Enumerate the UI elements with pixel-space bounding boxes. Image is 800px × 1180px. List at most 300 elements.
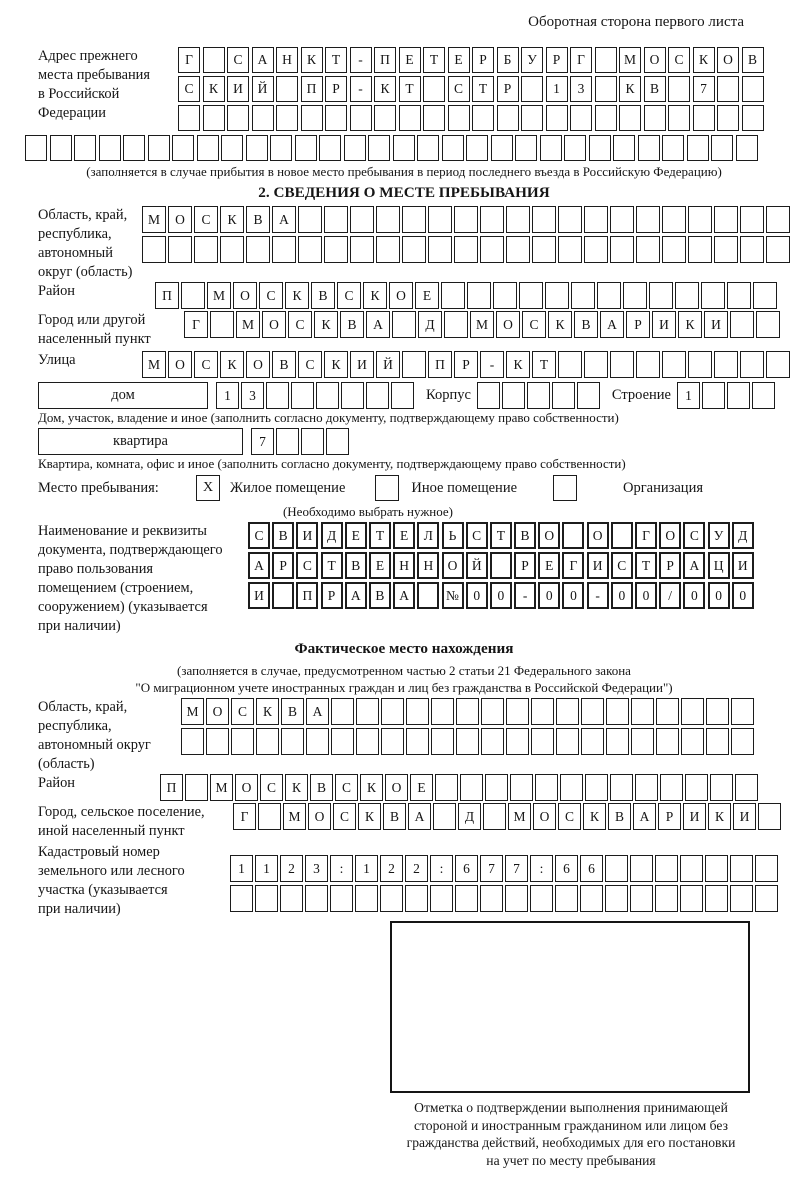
text-line: Адрес прежнего [38, 48, 138, 64]
char-box: Г [233, 803, 256, 830]
char-box: А [683, 552, 705, 579]
char-box [530, 885, 553, 912]
char-box [510, 774, 533, 801]
char-box [506, 236, 530, 263]
char-box: 6 [580, 855, 603, 882]
char-box: М [142, 351, 166, 378]
text-line: Отметка о подтверждении выполнения принимающей [414, 1100, 728, 1115]
char-box [584, 206, 608, 233]
char-box: - [350, 76, 372, 102]
prev-address-row-4 [25, 135, 770, 161]
document-field [38, 522, 770, 636]
char-box: 1 [355, 855, 378, 882]
char-box [681, 698, 704, 725]
char-box [454, 206, 478, 233]
region-rows [142, 206, 790, 266]
char-box [485, 774, 508, 801]
char-box [381, 698, 404, 725]
char-box [717, 105, 739, 131]
char-box: О [587, 522, 609, 549]
street-label: Улица [38, 352, 76, 368]
stay-type-note: (Необходимо выбрать нужное) [282, 504, 454, 519]
actual-district-field [38, 774, 770, 801]
char-box [505, 885, 528, 912]
char-box [595, 76, 617, 102]
char-box: И [704, 311, 728, 338]
char-box [491, 135, 513, 161]
char-box: О [717, 47, 739, 73]
char-box [564, 135, 586, 161]
char-box [221, 135, 243, 161]
house-label: дом [111, 387, 135, 403]
cadastral-row-2 [230, 885, 778, 912]
char-box [380, 885, 403, 912]
char-box [428, 206, 452, 233]
char-box [325, 105, 347, 131]
char-box [611, 522, 633, 549]
char-box: Р [325, 76, 347, 102]
char-box: Г [570, 47, 592, 73]
char-box [402, 236, 426, 263]
char-box [730, 311, 754, 338]
confirmation-block [38, 921, 770, 1169]
text-line: участка (указывается [38, 882, 168, 898]
char-box [740, 236, 764, 263]
text-line: на учет по месту пребывания [486, 1152, 656, 1168]
char-box [705, 885, 728, 912]
cadastral-field [38, 843, 770, 919]
char-box: К [324, 351, 348, 378]
char-box [635, 774, 658, 801]
char-box: Р [321, 582, 343, 609]
char-box [755, 855, 778, 882]
char-box: В [281, 698, 304, 725]
text-line: сооружением) (указывается [38, 599, 208, 615]
char-box: Р [658, 803, 681, 830]
char-box [623, 282, 647, 309]
actual-city-label [38, 803, 233, 841]
char-box: Д [458, 803, 481, 830]
char-box: М [508, 803, 531, 830]
char-box: Е [393, 522, 415, 549]
char-box: Н [417, 552, 439, 579]
char-box [493, 282, 517, 309]
char-box: 6 [555, 855, 578, 882]
text-line: "О миграционном учете иностранных граждан и лиц без гражданства в Российской Федерации") [135, 680, 673, 695]
char-box [142, 236, 166, 263]
char-box [480, 206, 504, 233]
char-box: 1 [216, 382, 239, 409]
text-line: Кадастровый номер [38, 844, 160, 860]
char-box: Т [635, 552, 657, 579]
char-box [766, 351, 790, 378]
char-box: К [678, 311, 702, 338]
char-box: 0 [732, 582, 754, 609]
char-box: Д [418, 311, 442, 338]
char-box [584, 236, 608, 263]
char-box [506, 698, 529, 725]
char-box: К [220, 206, 244, 233]
prev-address-field [38, 47, 770, 134]
char-box: К [363, 282, 387, 309]
char-box [430, 885, 453, 912]
char-box [560, 774, 583, 801]
char-box: А [633, 803, 656, 830]
char-box [595, 47, 617, 73]
char-box: С [683, 522, 705, 549]
char-box [660, 774, 683, 801]
char-box: В [272, 351, 296, 378]
char-box: Р [454, 351, 478, 378]
char-box [423, 76, 445, 102]
char-box: В [514, 522, 536, 549]
char-box: В [340, 311, 364, 338]
char-box: К [374, 76, 396, 102]
char-box [532, 206, 556, 233]
char-box: Н [276, 47, 298, 73]
char-box [638, 135, 660, 161]
district-row [155, 282, 777, 309]
char-box: И [248, 582, 270, 609]
char-box [298, 206, 322, 233]
char-box [558, 206, 582, 233]
char-box [655, 885, 678, 912]
char-box [74, 135, 96, 161]
char-box [714, 206, 738, 233]
char-box: О [385, 774, 408, 801]
char-box [710, 774, 733, 801]
char-box: Т [490, 522, 512, 549]
char-box: В [345, 552, 367, 579]
char-box: 7 [251, 428, 274, 455]
region-label [38, 206, 142, 282]
char-box: К [358, 803, 381, 830]
char-box [428, 236, 452, 263]
char-box [454, 236, 478, 263]
text-line: (заполняется в случае, предусмотренном частью 2 статьи 21 Федерального закона [177, 663, 631, 678]
char-box [662, 236, 686, 263]
char-box [753, 282, 777, 309]
char-box: К [506, 351, 530, 378]
actual-region-row-1 [181, 698, 754, 725]
char-box: О [659, 522, 681, 549]
actual-city-field [38, 803, 770, 841]
char-box [350, 206, 374, 233]
stay-type-label: Место пребывания: [38, 479, 159, 496]
char-box [252, 105, 274, 131]
char-box [558, 236, 582, 263]
char-box: 0 [611, 582, 633, 609]
page-corner-note: Оборотная сторона первого листа [528, 14, 744, 30]
char-box: - [480, 351, 504, 378]
char-box [406, 698, 429, 725]
text-line: земельного или лесного [38, 863, 185, 879]
char-box: 1 [677, 382, 700, 409]
city-label [38, 311, 184, 349]
char-box: Й [252, 76, 274, 102]
char-box [402, 206, 426, 233]
actual-location-note [38, 662, 770, 696]
char-box [532, 236, 556, 263]
district-label: Район [38, 283, 75, 299]
text-line: при наличии) [38, 901, 121, 917]
char-box: С [260, 774, 283, 801]
char-box: 7 [693, 76, 715, 102]
char-box [376, 236, 400, 263]
char-box [731, 698, 754, 725]
char-box: В [272, 522, 294, 549]
char-box [456, 728, 479, 755]
char-box: Е [448, 47, 470, 73]
char-box [571, 282, 595, 309]
char-box: 0 [490, 582, 512, 609]
char-box [581, 728, 604, 755]
char-box [766, 206, 790, 233]
char-box [687, 135, 709, 161]
char-box [341, 382, 364, 409]
char-box [276, 76, 298, 102]
char-box [344, 135, 366, 161]
char-box [711, 135, 733, 161]
char-box [417, 582, 439, 609]
char-box [758, 803, 781, 830]
char-box [483, 803, 506, 830]
char-box [742, 105, 764, 131]
char-box: Р [626, 311, 650, 338]
char-box [330, 885, 353, 912]
char-box: М [236, 311, 260, 338]
char-box: А [248, 552, 270, 579]
char-box: Р [659, 552, 681, 579]
confirmation-stamp-box [390, 921, 750, 1093]
char-box [656, 698, 679, 725]
document-label [38, 522, 248, 636]
document-row-1 [248, 522, 754, 549]
char-box [727, 282, 751, 309]
char-box: О [308, 803, 331, 830]
char-box [210, 311, 234, 338]
char-box [123, 135, 145, 161]
char-box [531, 698, 554, 725]
char-box [662, 351, 686, 378]
char-box [630, 855, 653, 882]
char-box [442, 135, 464, 161]
text-line: документа, подтверждающего [38, 542, 223, 558]
text-line: места пребывания [38, 67, 150, 83]
city-field [38, 311, 770, 349]
char-box [441, 282, 465, 309]
char-box: О [168, 206, 192, 233]
char-box: И [732, 552, 754, 579]
char-box: К [220, 351, 244, 378]
char-box [540, 135, 562, 161]
char-box [714, 351, 738, 378]
char-box: К [360, 774, 383, 801]
char-box [456, 698, 479, 725]
char-box [185, 774, 208, 801]
char-box: В [383, 803, 406, 830]
cadastral-rows [230, 855, 778, 915]
char-box [331, 698, 354, 725]
char-box [480, 236, 504, 263]
char-box: О [533, 803, 556, 830]
char-box [521, 105, 543, 131]
char-box: А [366, 311, 390, 338]
char-box [99, 135, 121, 161]
option-label-other: Иное помещение [411, 479, 518, 496]
text-line: право пользования [38, 561, 154, 577]
char-box [595, 105, 617, 131]
char-box: 2 [405, 855, 428, 882]
region-row-2 [142, 236, 790, 263]
prev-address-label [38, 47, 178, 123]
char-box: Е [399, 47, 421, 73]
text-line: республика, [38, 226, 112, 242]
char-box [610, 206, 634, 233]
char-box: С [611, 552, 633, 579]
char-box: К [256, 698, 279, 725]
char-box [270, 135, 292, 161]
char-box: О [233, 282, 257, 309]
char-box [272, 582, 294, 609]
char-box [497, 105, 519, 131]
char-box: М [142, 206, 166, 233]
prev-address-row-3 [178, 105, 764, 131]
char-box: - [514, 582, 536, 609]
apartment-field [38, 428, 770, 455]
char-box: : [330, 855, 353, 882]
text-line: республика, [38, 718, 112, 734]
char-box [506, 206, 530, 233]
char-box [227, 105, 249, 131]
char-box [435, 774, 458, 801]
prev-address-row-1 [178, 47, 764, 73]
char-box: В [369, 582, 391, 609]
char-box: К [693, 47, 715, 73]
char-box: М [283, 803, 306, 830]
actual-region-rows [181, 698, 754, 758]
char-box: Г [184, 311, 208, 338]
text-line: Город, сельское поселение, [38, 804, 205, 820]
char-box [589, 135, 611, 161]
char-box [206, 728, 229, 755]
char-box: П [155, 282, 179, 309]
char-box: А [345, 582, 367, 609]
char-box [356, 698, 379, 725]
char-box [368, 135, 390, 161]
apartment-number-row [251, 428, 349, 455]
apartment-label-box [38, 428, 243, 455]
char-box: О [235, 774, 258, 801]
char-box: 2 [380, 855, 403, 882]
actual-location-title: Фактическое место нахождения [294, 640, 514, 657]
char-box [546, 105, 568, 131]
char-box: С [288, 311, 312, 338]
char-box [556, 698, 579, 725]
char-box [295, 135, 317, 161]
char-box [316, 382, 339, 409]
char-box: 2 [280, 855, 303, 882]
char-box: И [587, 552, 609, 579]
section2-title: 2. СВЕДЕНИЯ О МЕСТЕ ПРЕБЫВАНИЯ [258, 184, 550, 201]
char-box [521, 76, 543, 102]
char-box [766, 236, 790, 263]
char-box [431, 728, 454, 755]
stay-type-field [38, 475, 770, 501]
char-box [168, 236, 192, 263]
char-box [298, 236, 322, 263]
char-box [631, 698, 654, 725]
confirmation-caption [376, 1099, 766, 1169]
char-box [688, 206, 712, 233]
char-box [366, 382, 389, 409]
char-box [197, 135, 219, 161]
char-box: Р [546, 47, 568, 73]
char-box: О [168, 351, 192, 378]
document-rows [248, 522, 754, 612]
char-box: И [227, 76, 249, 102]
char-box: О [538, 522, 560, 549]
checkbox-organization [553, 475, 577, 501]
char-box: В [311, 282, 335, 309]
text-line: при наличии) [38, 618, 121, 634]
char-box [194, 236, 218, 263]
char-box [406, 728, 429, 755]
char-box: И [733, 803, 756, 830]
char-box: Ь [442, 522, 464, 549]
char-box [685, 774, 708, 801]
apartment-note: Квартира, комната, офис и иное (заполнить согласно документу, подтверждающему право собственности) [38, 456, 626, 471]
char-box: О [206, 698, 229, 725]
char-box [431, 698, 454, 725]
char-box [655, 855, 678, 882]
text-line: помещением (строением, [38, 580, 194, 596]
house-number-row [216, 382, 414, 409]
char-box [477, 382, 500, 409]
cadastral-row-1 [230, 855, 778, 882]
char-box: К [583, 803, 606, 830]
char-box: О [496, 311, 520, 338]
char-box [301, 428, 324, 455]
char-box [552, 382, 575, 409]
char-box: 1 [230, 855, 253, 882]
char-box [480, 885, 503, 912]
char-box [306, 728, 329, 755]
char-box [585, 774, 608, 801]
actual-region-field [38, 698, 770, 774]
char-box [324, 206, 348, 233]
char-box [706, 698, 729, 725]
char-box [350, 236, 374, 263]
document-row-3 [248, 582, 754, 609]
text-line: Область, край, [38, 699, 128, 715]
house-label-box [38, 382, 208, 409]
char-box [730, 855, 753, 882]
text-line: Область, край, [38, 207, 128, 223]
char-box: Т [321, 552, 343, 579]
char-box: М [207, 282, 231, 309]
char-box: А [272, 206, 296, 233]
actual-city-row [233, 803, 781, 830]
char-box: Г [562, 552, 584, 579]
char-box [619, 105, 641, 131]
char-box: 1 [546, 76, 568, 102]
char-box: Д [732, 522, 754, 549]
char-box [605, 855, 628, 882]
char-box: К [619, 76, 641, 102]
char-box [392, 311, 416, 338]
char-box [668, 105, 690, 131]
